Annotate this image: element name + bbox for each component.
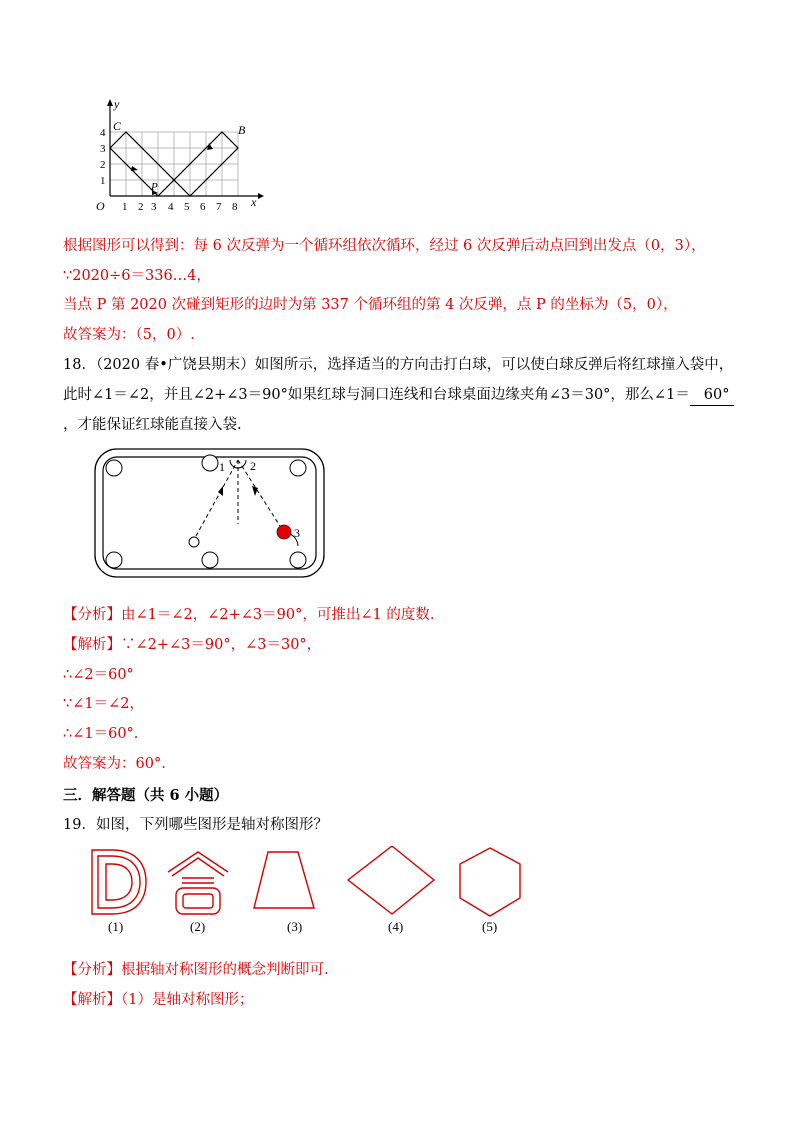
figure-3-trapezoid bbox=[254, 852, 314, 908]
origin-label: O bbox=[96, 199, 105, 213]
q18-question-line-2 bbox=[63, 385, 734, 406]
q19-question: 19．如图，下列哪些图形是轴对称图形？ bbox=[63, 817, 328, 833]
figure-4-rhombus bbox=[348, 846, 434, 914]
red-ball bbox=[277, 525, 291, 539]
q18-fill-answer: 60° bbox=[690, 385, 734, 406]
q18-analysis: 【分析】由∠1＝∠2，∠2+∠3＝90°，可推出∠1 的度数. bbox=[63, 607, 435, 623]
y-tick-1: 1 bbox=[100, 175, 106, 187]
pocket-top-middle bbox=[202, 455, 218, 471]
q19-analysis: 【分析】根据轴对称图形的概念判断即可. bbox=[63, 962, 329, 978]
grid-lines bbox=[110, 132, 238, 196]
q19-figures bbox=[88, 846, 538, 926]
q18-question-line-1: 18．（2020 春•广饶县期末）如图所示，选择适当的方向击打白球，可以使白球反弹后将红球撞入袋中， bbox=[63, 357, 734, 373]
q19-solution: 【解析】（1）是轴对称图形； bbox=[63, 992, 254, 1008]
angle-3-label: 3 bbox=[294, 526, 300, 540]
x-tick-7: 7 bbox=[216, 201, 222, 213]
ball-paths bbox=[196, 460, 280, 536]
figure-5-caption: (5) bbox=[482, 919, 498, 934]
y-tick-3: 3 bbox=[100, 143, 106, 155]
pocket-top-right bbox=[290, 460, 306, 476]
bounce-coordinate-graph bbox=[88, 96, 268, 216]
y-axis-label: y bbox=[114, 97, 120, 111]
figure-1-caption: (1) bbox=[108, 919, 124, 934]
q18-solution-line-3: ∵∠1＝∠2， bbox=[63, 696, 144, 712]
q18-question-text: 此时∠1＝∠2，并且∠2+∠3＝90°如果红球与洞口连线和台球桌面边缘夹角∠3＝30°，那么∠1＝ bbox=[63, 387, 690, 403]
figure-4-caption: (4) bbox=[388, 919, 404, 934]
y-tick-2: 2 bbox=[100, 159, 106, 171]
q18-answer: 故答案为：60°. bbox=[63, 756, 166, 772]
x-axis-label: x bbox=[251, 195, 257, 209]
y-tick-4: 4 bbox=[100, 127, 106, 139]
pocket-bottom-middle bbox=[202, 552, 218, 568]
q17-solution-line-2: ∵2020÷6＝336…4， bbox=[63, 268, 211, 284]
figure-2-character bbox=[168, 852, 228, 914]
angle-1-label: 1 bbox=[219, 460, 225, 474]
path-arrow-right bbox=[252, 486, 258, 496]
billiard-table-figure bbox=[92, 446, 328, 582]
q18-solution-line-2: ∴∠2＝60° bbox=[63, 667, 134, 683]
q17-answer: 故答案为：（5，0）. bbox=[63, 327, 195, 343]
y-axis-arrow bbox=[107, 99, 113, 106]
figure-2-caption: (2) bbox=[190, 919, 206, 934]
figure-3-caption: (3) bbox=[287, 919, 303, 934]
q17-solution-line-1: 根据图形可以得到：每 6 次反弹为一个循环组依次循环，经过 6 次反弹后动点回到出发点（0，3）， bbox=[63, 238, 706, 254]
x-tick-8: 8 bbox=[232, 201, 238, 213]
x-tick-3: 3 bbox=[151, 201, 157, 213]
figure-5-hexagon bbox=[460, 848, 520, 916]
pocket-top-left bbox=[106, 460, 122, 476]
q18-solution-line-1: 【解析】∵∠2+∠3＝90°，∠3＝30°， bbox=[63, 637, 322, 653]
q17-solution-line-3: 当点 P 第 2020 次碰到矩形的边时为第 337 个循环组的第 4 次反弹，点 P 的坐标为（5，0）， bbox=[63, 297, 678, 313]
x-axis-arrow bbox=[258, 193, 264, 199]
pockets bbox=[106, 455, 306, 568]
x-tick-1: 1 bbox=[122, 201, 128, 213]
section-3-heading: 三．解答题（共 6 小题） bbox=[63, 787, 229, 804]
x-tick-5: 5 bbox=[184, 201, 190, 213]
white-ball bbox=[189, 537, 199, 547]
pocket-bottom-right bbox=[290, 552, 306, 568]
x-tick-2: 2 bbox=[138, 201, 144, 213]
x-tick-4: 4 bbox=[168, 201, 174, 213]
q18-question-line-3: ，才能保证红球能直接入袋. bbox=[63, 417, 242, 433]
point-b-label: B bbox=[238, 123, 246, 137]
pocket-bottom-left bbox=[106, 552, 122, 568]
path-arrow-1 bbox=[131, 166, 138, 171]
x-tick-6: 6 bbox=[200, 201, 206, 213]
q18-solution-line-4: ∴∠1＝60°. bbox=[63, 726, 139, 742]
point-p-label: P bbox=[151, 181, 158, 193]
figure-1-letter-d bbox=[92, 850, 146, 914]
angle-2-label: 2 bbox=[250, 459, 256, 473]
path-arrow-left bbox=[218, 486, 223, 496]
point-c-label: C bbox=[113, 119, 122, 133]
